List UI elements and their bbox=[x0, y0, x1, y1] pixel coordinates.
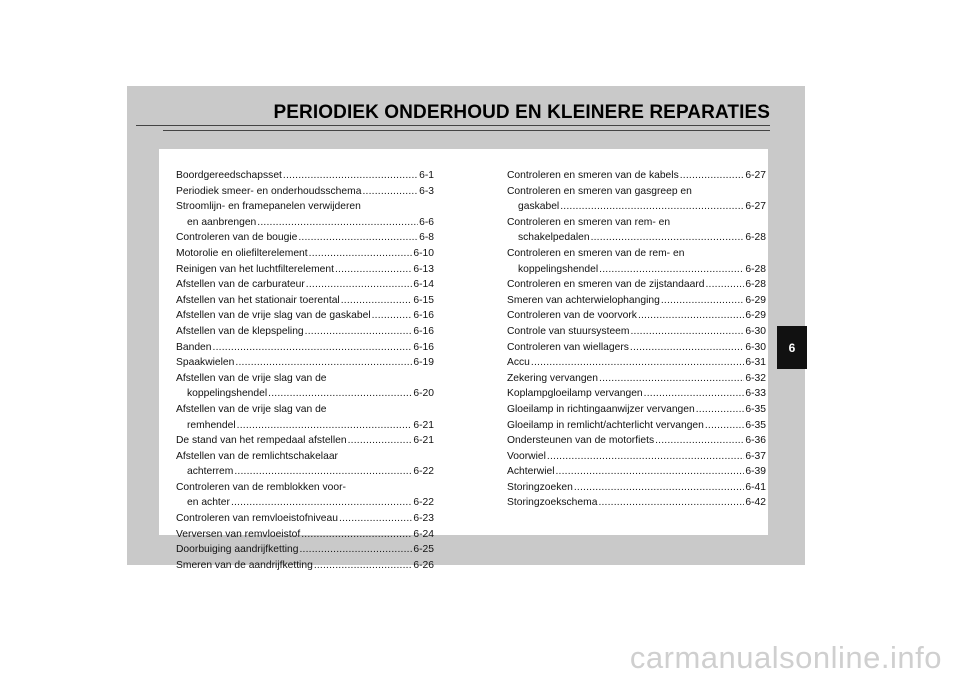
toc-entry-title: Accu bbox=[507, 357, 530, 369]
toc-leader-dots bbox=[644, 386, 745, 402]
toc-entry[interactable] bbox=[507, 246, 766, 262]
toc-entry-page: 6-41 bbox=[745, 481, 766, 493]
toc-leader-dots bbox=[237, 418, 413, 434]
chapter-tab[interactable]: 6 bbox=[777, 326, 807, 369]
toc-entry-page: 6-22 bbox=[413, 466, 434, 478]
toc-entry-title: Controleren van remvloeistofniveau bbox=[176, 513, 338, 525]
toc-entry-page: 6-30 bbox=[745, 325, 766, 337]
toc-leader-dots bbox=[257, 215, 418, 231]
toc-entry[interactable] bbox=[507, 262, 766, 278]
toc-leader-dots bbox=[283, 168, 418, 184]
toc-entry[interactable] bbox=[176, 480, 434, 496]
toc-leader-dots bbox=[705, 418, 745, 434]
toc-entry-title: Motorolie en oliefilterelement bbox=[176, 247, 308, 259]
toc-entry-title: Banden bbox=[176, 341, 212, 353]
toc-entry-title: remhendel bbox=[187, 419, 236, 431]
toc-entry[interactable] bbox=[176, 402, 434, 418]
toc-entry[interactable] bbox=[507, 386, 766, 402]
toc-entry-title: Boordgereedschapsset bbox=[176, 170, 282, 181]
toc-leader-dots bbox=[309, 246, 413, 262]
toc-entry-page: 6-37 bbox=[745, 450, 766, 462]
toc-entry[interactable] bbox=[176, 308, 434, 324]
toc-entry[interactable] bbox=[176, 511, 434, 527]
toc-entry-title: Gloeilamp in remlicht/achterlicht vervangen bbox=[507, 419, 704, 431]
toc-entry-title: Smeren van achterwielophanging bbox=[507, 294, 660, 306]
toc-entry-title: Stroomlijn- en framepanelen verwijderen bbox=[176, 201, 361, 213]
toc-entry[interactable] bbox=[176, 371, 434, 387]
toc-entry-page: 6-35 bbox=[745, 419, 766, 431]
toc-leader-dots bbox=[268, 386, 412, 402]
toc-entry[interactable] bbox=[507, 293, 766, 309]
toc-entry-page: 6-30 bbox=[745, 341, 766, 353]
toc-entry-page: 6-36 bbox=[745, 435, 766, 447]
toc-leader-dots bbox=[314, 558, 413, 574]
toc-entry[interactable] bbox=[176, 215, 434, 231]
toc-entry-page: 6-1 bbox=[419, 170, 434, 181]
toc-leader-dots bbox=[341, 293, 413, 309]
toc-leader-dots bbox=[556, 464, 745, 480]
toc-entry[interactable] bbox=[176, 246, 434, 262]
toc-entry-title: Voorwiel bbox=[507, 450, 546, 462]
toc-entry-page: 6-35 bbox=[745, 403, 766, 415]
toc-entry-title: Controleren van wiellagers bbox=[507, 341, 629, 353]
toc-entry-page: 6-28 bbox=[745, 279, 766, 291]
toc-leader-dots bbox=[705, 277, 744, 293]
toc-entry-title: Afstellen van de carburateur bbox=[176, 279, 305, 291]
toc-right-column bbox=[507, 168, 766, 511]
toc-entry-title: Koplampgloeilamp vervangen bbox=[507, 388, 643, 400]
toc-entry[interactable] bbox=[176, 418, 434, 434]
toc-entry[interactable] bbox=[176, 558, 434, 574]
toc-entry-title: Controleren van de bougie bbox=[176, 232, 298, 244]
toc-entry-title: Controle van stuursysteem bbox=[507, 325, 630, 337]
toc-entry-title: Smeren van de aandrijfketting bbox=[176, 559, 313, 571]
toc-entry[interactable] bbox=[507, 340, 766, 356]
toc-entry-page: 6-13 bbox=[413, 263, 434, 275]
toc-entry-page: 6-28 bbox=[745, 232, 766, 244]
toc-entry-page: 6-27 bbox=[745, 170, 766, 181]
toc-entry-title: Storingzoekschema bbox=[507, 497, 598, 509]
toc-leader-dots bbox=[235, 355, 412, 371]
toc-entry[interactable] bbox=[176, 340, 434, 356]
toc-entry[interactable] bbox=[176, 262, 434, 278]
toc-entry-page: 6-3 bbox=[419, 185, 434, 197]
watermark: carmanualsonline.info bbox=[629, 640, 942, 675]
toc-entry[interactable] bbox=[176, 324, 434, 340]
toc-entry-title: Afstellen van de remlichtschakelaar bbox=[176, 450, 338, 462]
toc-entry-title: Afstellen van de vrije slag van de bbox=[176, 403, 327, 415]
toc-entry[interactable] bbox=[507, 418, 766, 434]
toc-entry-title: Controleren van de remblokken voor- bbox=[176, 481, 346, 493]
toc-leader-dots bbox=[630, 340, 744, 356]
toc-entry[interactable] bbox=[176, 527, 434, 543]
toc-left-column bbox=[176, 168, 434, 573]
toc-entry-page: 6-22 bbox=[413, 497, 434, 509]
toc-entry-page: 6-28 bbox=[745, 263, 766, 275]
toc-leader-dots bbox=[680, 168, 745, 184]
toc-entry[interactable] bbox=[507, 184, 766, 200]
toc-entry[interactable] bbox=[507, 371, 766, 387]
toc-leader-dots bbox=[547, 449, 744, 465]
toc-entry[interactable] bbox=[176, 449, 434, 465]
toc-leader-dots bbox=[531, 355, 744, 371]
toc-entry-title: Gloeilamp in richtingaanwijzer vervangen bbox=[507, 403, 695, 415]
toc-entry-page: 6-31 bbox=[745, 357, 766, 369]
toc-leader-dots bbox=[339, 511, 412, 527]
toc-entry-page: 6-16 bbox=[413, 325, 434, 337]
toc-leader-dots bbox=[335, 262, 412, 278]
toc-entry-page: 6-16 bbox=[413, 341, 434, 353]
toc-entry-title: Periodiek smeer- en onderhoudsschema bbox=[176, 185, 362, 197]
toc-entry-page: 6-15 bbox=[413, 294, 434, 306]
toc-leader-dots bbox=[638, 308, 744, 324]
toc-leader-dots bbox=[655, 433, 744, 449]
toc-leader-dots bbox=[234, 464, 412, 480]
toc-entry-title: Afstellen van de vrije slag van de gaskabel bbox=[176, 310, 371, 322]
toc-entry-title: Zekering vervangen bbox=[507, 372, 599, 384]
toc-entry[interactable] bbox=[176, 433, 434, 449]
toc-entry-page: 6-24 bbox=[413, 528, 434, 540]
toc-entry[interactable] bbox=[176, 355, 434, 371]
toc-leader-dots bbox=[348, 433, 413, 449]
toc-entry-title: Doorbuiging aandrijfketting bbox=[176, 544, 299, 556]
toc-entry-title: achterrem bbox=[187, 466, 234, 478]
toc-leader-dots bbox=[231, 495, 412, 511]
toc-entry-page: 6-6 bbox=[419, 216, 434, 228]
toc-entry-page: 6-19 bbox=[413, 357, 434, 369]
toc-entry[interactable] bbox=[507, 215, 766, 231]
toc-entry[interactable] bbox=[176, 495, 434, 511]
toc-entry-page: 6-32 bbox=[745, 372, 766, 384]
toc-entry-page: 6-29 bbox=[745, 310, 766, 322]
title-rule-bottom bbox=[163, 130, 770, 131]
toc-entry-title: Controleren en smeren van de kabels bbox=[507, 170, 679, 181]
toc-entry-page: 6-33 bbox=[745, 388, 766, 400]
toc-entry-page: 6-8 bbox=[419, 232, 434, 244]
toc-entry-page: 6-21 bbox=[413, 419, 434, 431]
toc-entry[interactable] bbox=[507, 402, 766, 418]
toc-leader-dots bbox=[305, 324, 413, 340]
toc-entry-page: 6-16 bbox=[413, 310, 434, 322]
toc-leader-dots bbox=[372, 308, 413, 324]
title-rule-top bbox=[136, 125, 770, 126]
toc-entry-title: Controleren en smeren van de rem- en bbox=[507, 247, 685, 259]
toc-entry-page: 6-20 bbox=[413, 388, 434, 400]
toc-leader-dots bbox=[298, 230, 418, 246]
toc-entry[interactable] bbox=[507, 464, 766, 480]
toc-entry-title: koppelingshendel bbox=[187, 388, 268, 400]
toc-leader-dots bbox=[630, 324, 744, 340]
toc-entry[interactable] bbox=[176, 184, 434, 200]
toc-entry-title: en aanbrengen bbox=[187, 216, 257, 228]
toc-entry-title: gaskabel bbox=[518, 201, 560, 213]
toc-leader-dots bbox=[598, 495, 744, 511]
toc-entry[interactable] bbox=[507, 449, 766, 465]
toc-entry-title: Afstellen van het stationair toerental bbox=[176, 294, 340, 306]
toc-entry-page: 6-29 bbox=[745, 294, 766, 306]
toc-entry-page: 6-25 bbox=[413, 544, 434, 556]
toc-entry-title: Ondersteunen van de motorfiets bbox=[507, 435, 655, 447]
toc-entry[interactable] bbox=[176, 386, 434, 402]
toc-entry[interactable] bbox=[507, 355, 766, 371]
toc-entry[interactable] bbox=[176, 293, 434, 309]
toc-leader-dots bbox=[574, 480, 745, 496]
toc-entry-page: 6-39 bbox=[745, 466, 766, 478]
toc-entry[interactable] bbox=[507, 480, 766, 496]
toc-leader-dots bbox=[591, 230, 745, 246]
toc-entry[interactable] bbox=[507, 168, 766, 184]
page-title: PERIODIEK ONDERHOUD EN KLEINERE REPARATIES bbox=[273, 102, 770, 123]
toc-entry-title: Spaakwielen bbox=[176, 357, 235, 369]
toc-entry-page: 6-26 bbox=[413, 559, 434, 571]
toc-leader-dots bbox=[362, 184, 418, 200]
toc-entry[interactable] bbox=[176, 277, 434, 293]
toc-entry-page: 6-21 bbox=[413, 435, 434, 447]
toc-entry-title: Controleren en smeren van gasgreep en bbox=[507, 185, 692, 197]
toc-entry[interactable] bbox=[176, 464, 434, 480]
toc-entry-title: Verversen van remvloeistof bbox=[176, 528, 301, 540]
toc-entry[interactable] bbox=[176, 230, 434, 246]
toc-entry[interactable] bbox=[176, 168, 434, 184]
toc-leader-dots bbox=[696, 402, 745, 418]
toc-entry-title: Storingzoeken bbox=[507, 481, 573, 493]
toc-entry[interactable] bbox=[507, 495, 766, 511]
toc-entry[interactable] bbox=[507, 199, 766, 215]
toc-leader-dots bbox=[213, 340, 413, 356]
toc-entry[interactable] bbox=[507, 277, 766, 293]
toc-entry-title: schakelpedalen bbox=[518, 232, 590, 244]
toc-entry[interactable] bbox=[507, 308, 766, 324]
toc-leader-dots bbox=[306, 277, 413, 293]
toc-entry-title: Afstellen van de vrije slag van de bbox=[176, 372, 327, 384]
toc-entry-title: koppelingshendel bbox=[518, 263, 599, 275]
toc-entry[interactable] bbox=[507, 324, 766, 340]
toc-leader-dots bbox=[599, 262, 744, 278]
toc-entry[interactable] bbox=[176, 542, 434, 558]
toc-leader-dots bbox=[300, 542, 413, 558]
toc-entry-title: Reinigen van het luchtfilterelement bbox=[176, 263, 334, 275]
toc-entry-title: Achterwiel bbox=[507, 466, 555, 478]
toc-entry-title: Controleren en smeren van de zijstandaard bbox=[507, 279, 705, 291]
toc-entry-page: 6-10 bbox=[413, 247, 434, 259]
toc-entry-title: De stand van het rempedaal afstellen bbox=[176, 435, 347, 447]
toc-entry-title: Controleren van de voorvork bbox=[507, 310, 637, 322]
toc-leader-dots bbox=[301, 527, 412, 543]
toc-entry[interactable] bbox=[507, 230, 766, 246]
toc-leader-dots bbox=[560, 199, 744, 215]
toc-entry-title: Controleren en smeren van rem- en bbox=[507, 216, 671, 228]
toc-entry[interactable] bbox=[176, 199, 434, 215]
toc-entry-page: 6-27 bbox=[745, 201, 766, 213]
toc-entry-page: 6-14 bbox=[413, 279, 434, 291]
toc-entry-title: Afstellen van de klepspeling bbox=[176, 325, 304, 337]
toc-leader-dots bbox=[661, 293, 745, 309]
toc-entry[interactable] bbox=[507, 433, 766, 449]
toc-entry-title: en achter bbox=[187, 497, 230, 509]
toc-leader-dots bbox=[599, 371, 744, 387]
toc-entry-page: 6-23 bbox=[413, 513, 434, 525]
toc-entry-page: 6-42 bbox=[745, 497, 766, 509]
